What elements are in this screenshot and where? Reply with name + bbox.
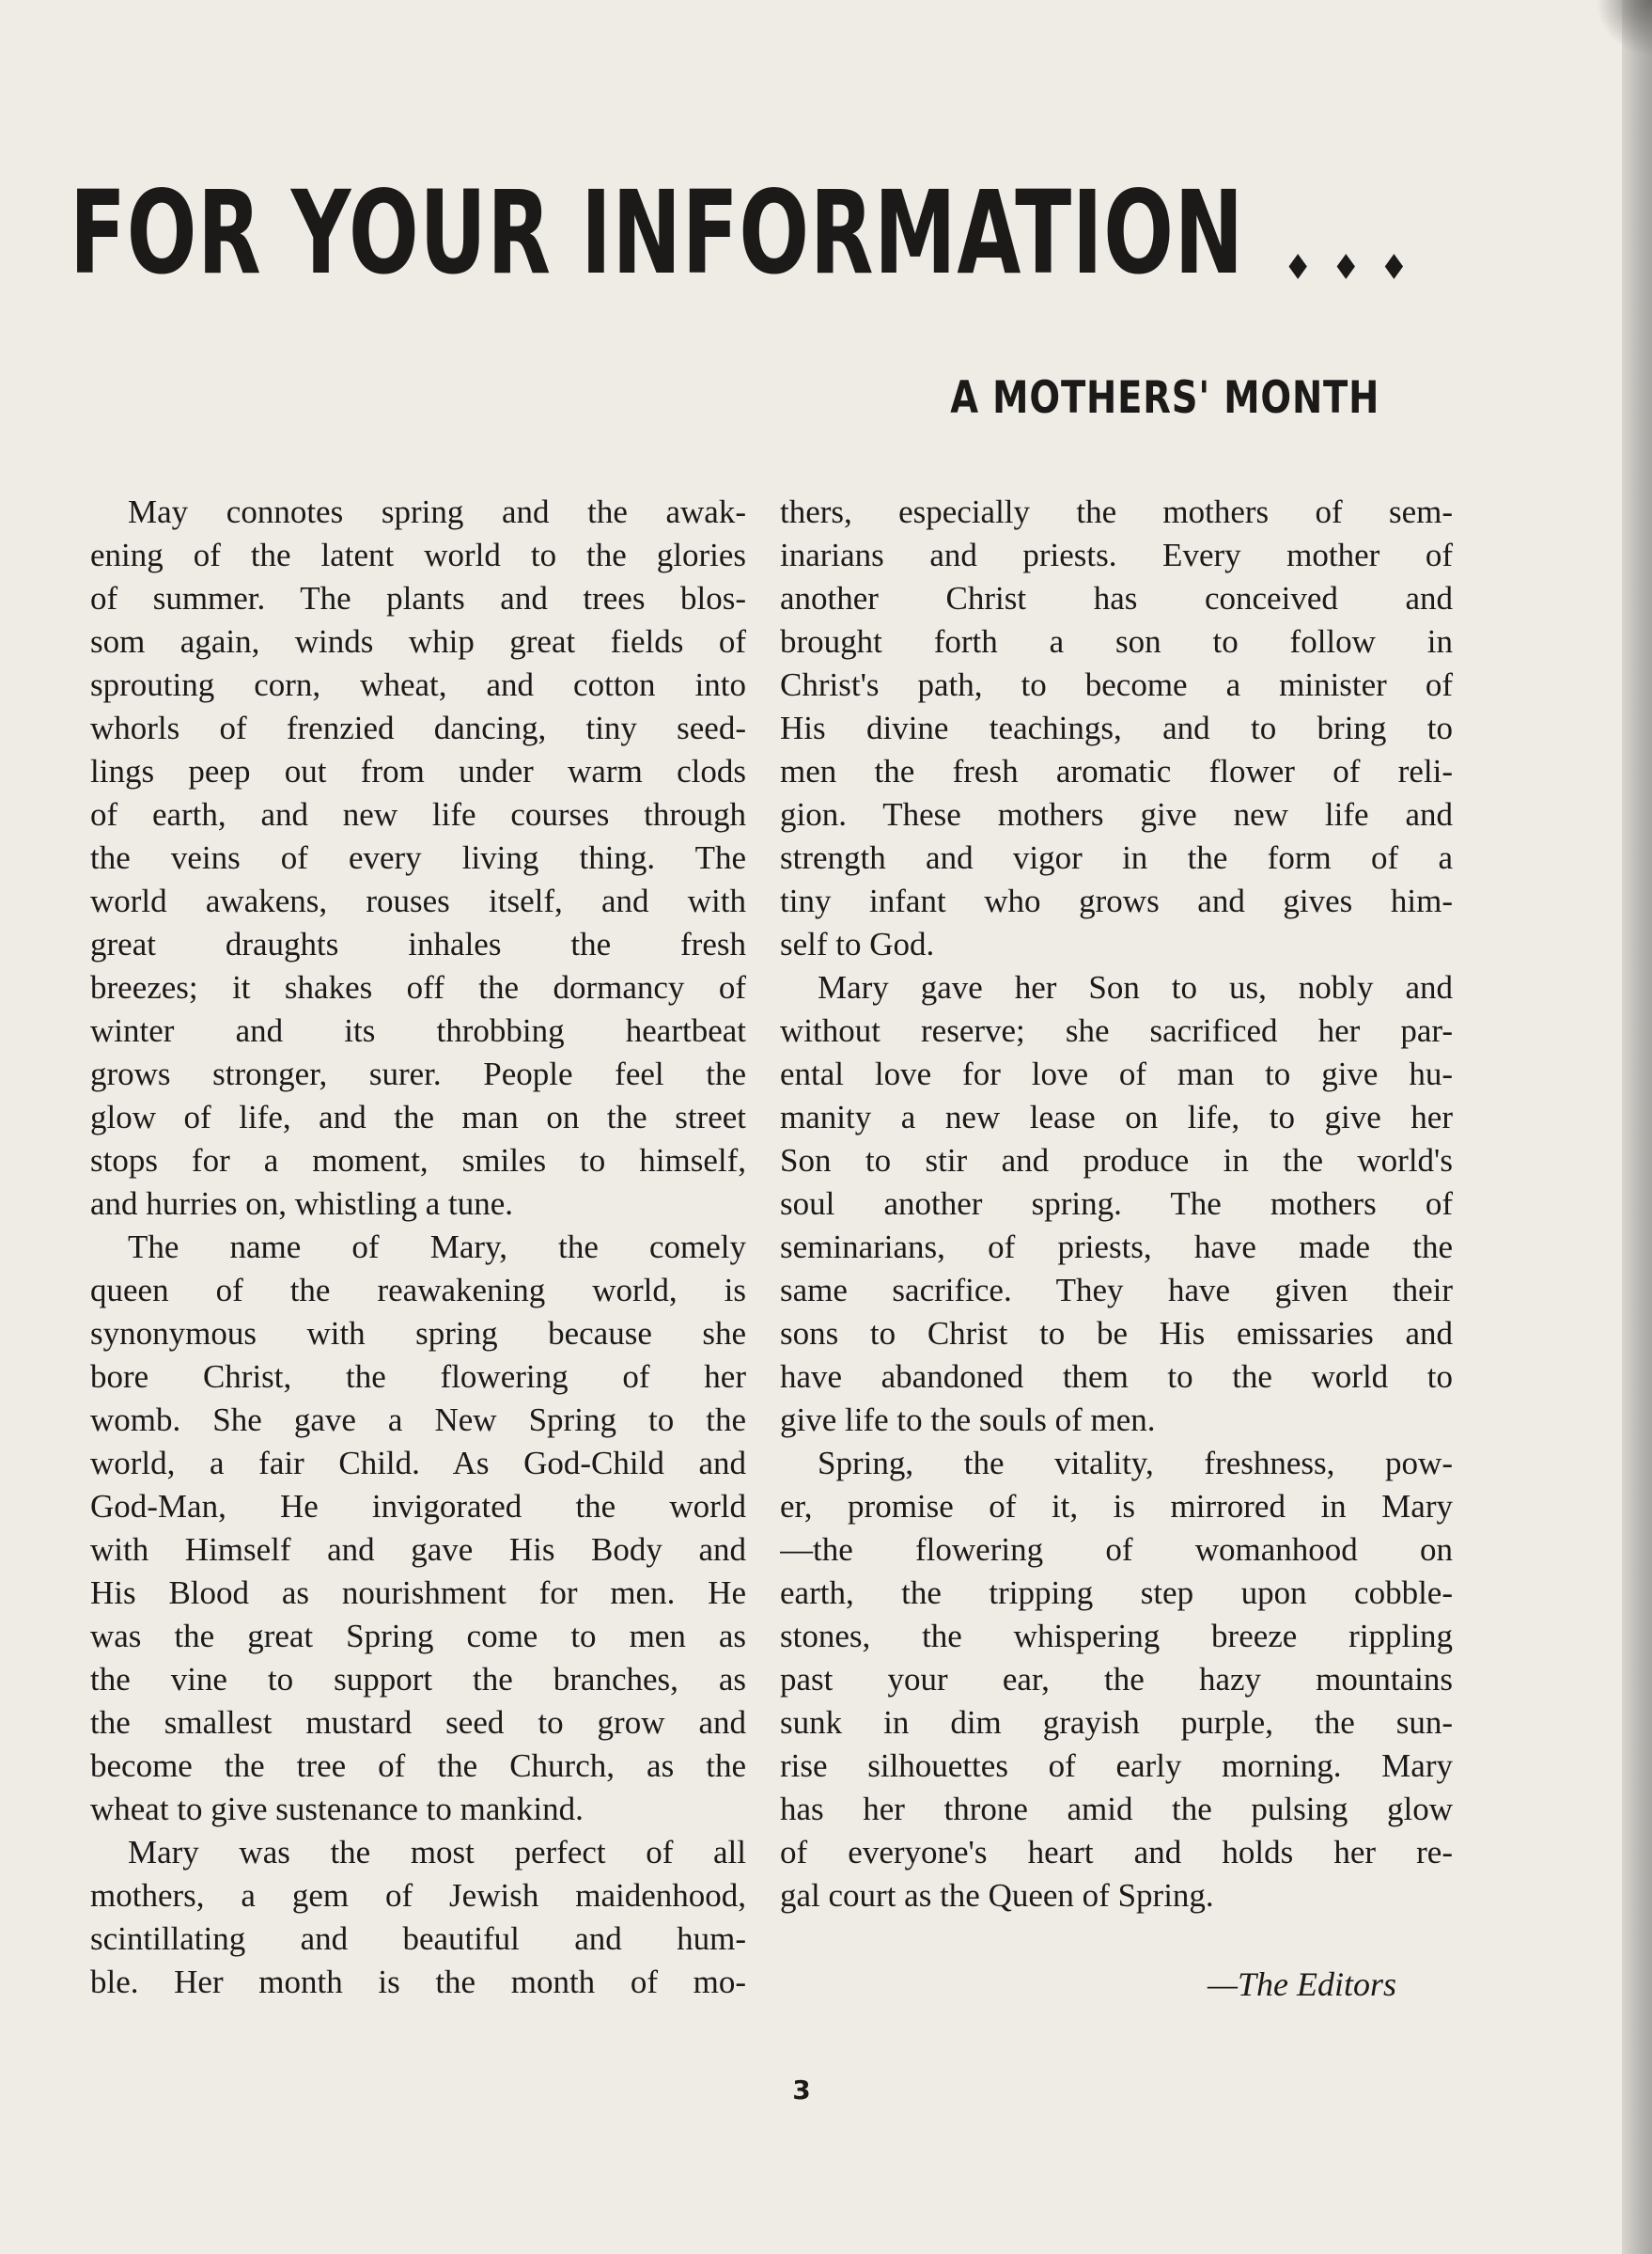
- text-column-right: [780, 491, 1453, 1917]
- page-number: 3: [792, 2074, 811, 2105]
- text-line: sunk in dim grayish purple, the sun-: [780, 1704, 1453, 1741]
- text-line: the veins of every living thing. The: [90, 839, 746, 876]
- heading-row: [70, 167, 1418, 299]
- text-line: Son to stir and produce in the world's: [780, 1142, 1453, 1179]
- text-line: glow of life, and the man on the street: [90, 1099, 746, 1135]
- paragraph: [780, 966, 1453, 1442]
- text-line: lings peep out from under warm clods: [90, 753, 746, 790]
- text-line: of earth, and new life courses through: [90, 796, 746, 833]
- text-line: has her throne amid the pulsing glow: [780, 1791, 1453, 1827]
- text-line: Mary was the most perfect of all: [128, 1834, 746, 1871]
- paragraph: [780, 491, 1453, 966]
- text-line: breezes; it shakes off the dormancy of: [90, 969, 746, 1006]
- text-line: rise silhouettes of early morning. Mary: [780, 1747, 1453, 1784]
- text-line: grows stronger, surer. People feel the: [90, 1056, 746, 1092]
- paragraph: [780, 1442, 1453, 1917]
- text-line: thers, especially the mothers of sem-: [780, 493, 1453, 530]
- text-line: som again, winds whip great fields of: [90, 623, 746, 660]
- text-column-left: [90, 491, 746, 2004]
- heading-ornament: [1274, 167, 1418, 299]
- text-line: another Christ has conceived and: [780, 580, 1453, 617]
- text-line: brought forth a son to follow in: [780, 623, 1453, 660]
- text-line: strength and vigor in the form of a: [780, 839, 1453, 876]
- text-line: gion. These mothers give new life and: [780, 796, 1453, 833]
- page-edge: [1622, 0, 1652, 2254]
- page-heading: FOR YOUR INFORMATION: [70, 166, 1244, 300]
- paragraph: [90, 1831, 746, 2004]
- text-line: without reserve; she sacrificed her par-: [780, 1012, 1453, 1049]
- text-line: have abandoned them to the world to: [780, 1358, 1453, 1395]
- text-line: God-Man, He invigorated the world: [90, 1488, 746, 1525]
- text-line: of everyone's heart and holds her re-: [780, 1834, 1453, 1871]
- text-line: same sacrifice. They have given their: [780, 1272, 1453, 1308]
- text-line: synonymous with spring because she: [90, 1315, 746, 1352]
- text-line: er, promise of it, is mirrored in Mary: [780, 1488, 1453, 1525]
- text-line: ble. Her month is the month of mo-: [90, 1964, 746, 2000]
- text-line: the vine to support the branches, as: [90, 1661, 746, 1698]
- text-line: of summer. The plants and trees blos-: [90, 580, 746, 617]
- text-line: past your ear, the hazy mountains: [780, 1661, 1453, 1698]
- text-line: world, a fair Child. As God-Child and: [90, 1445, 746, 1481]
- text-line: soul another spring. The mothers of: [780, 1185, 1453, 1222]
- text-line: great draughts inhales the fresh: [90, 926, 746, 963]
- diamond-icon: [1337, 254, 1355, 279]
- text-line: queen of the reawakening world, is: [90, 1272, 746, 1308]
- text-line: bore Christ, the flowering of her: [90, 1358, 746, 1395]
- text-line: and hurries on, whistling a tune.: [90, 1185, 514, 1222]
- text-line: inarians and priests. Every mother of: [780, 537, 1453, 573]
- paragraph: [90, 1226, 746, 1831]
- text-line: become the tree of the Church, as the: [90, 1747, 746, 1784]
- diamond-icon: [1288, 254, 1306, 279]
- text-line: womb. She gave a New Spring to the: [90, 1401, 746, 1438]
- text-line: manity a new lease on life, to give her: [780, 1099, 1453, 1135]
- text-line: the smallest mustard seed to grow and: [90, 1704, 746, 1741]
- text-line: Mary gave her Son to us, nobly and: [818, 969, 1453, 1006]
- text-line: men the fresh aromatic flower of reli-: [780, 753, 1453, 790]
- text-line: May connotes spring and the awak-: [128, 493, 746, 530]
- text-line: mothers, a gem of Jewish maidenhood,: [90, 1877, 746, 1914]
- paragraph: [90, 491, 746, 1226]
- text-line: scintillating and beautiful and hum-: [90, 1920, 746, 1957]
- corner-shadow: [1596, 0, 1652, 56]
- text-line: winter and its throbbing heartbeat: [90, 1012, 746, 1049]
- text-line: Christ's path, to become a minister of: [780, 666, 1453, 703]
- text-line: Spring, the vitality, freshness, pow-: [818, 1445, 1453, 1481]
- text-line: stones, the whispering breeze rippling: [780, 1618, 1453, 1654]
- text-line: gal court as the Queen of Spring.: [780, 1877, 1214, 1914]
- text-line: sprouting corn, wheat, and cotton into: [90, 666, 746, 703]
- text-line: whorls of frenzied dancing, tiny seed-: [90, 710, 746, 746]
- text-line: His Blood as nourishment for men. He: [90, 1574, 746, 1611]
- text-line: world awakens, rouses itself, and with: [90, 883, 746, 919]
- text-line: ental love for love of man to give hu-: [780, 1056, 1453, 1092]
- text-line: His divine teachings, and to bring to: [780, 710, 1453, 746]
- text-line: seminarians, of priests, have made the: [780, 1229, 1453, 1265]
- text-line: earth, the tripping step upon cobble-: [780, 1574, 1453, 1611]
- text-line: self to God.: [780, 926, 935, 963]
- text-line: stops for a moment, smiles to himself,: [90, 1142, 746, 1179]
- text-line: with Himself and gave His Body and: [90, 1531, 746, 1568]
- text-line: ening of the latent world to the glories: [90, 537, 746, 573]
- text-line: The name of Mary, the comely: [128, 1229, 746, 1265]
- text-line: tiny infant who grows and gives him-: [780, 883, 1453, 919]
- text-line: was the great Spring come to men as: [90, 1618, 746, 1654]
- text-line: wheat to give sustenance to mankind.: [90, 1791, 584, 1827]
- article-title: A MOTHERS' MONTH: [950, 372, 1379, 424]
- text-line: give life to the souls of men.: [780, 1401, 1156, 1438]
- text-line: sons to Christ to be His emissaries and: [780, 1315, 1453, 1352]
- diamond-icon: [1385, 254, 1403, 279]
- signature: —The Editors: [1207, 1965, 1396, 2003]
- text-line: —the flowering of womanhood on: [780, 1531, 1453, 1568]
